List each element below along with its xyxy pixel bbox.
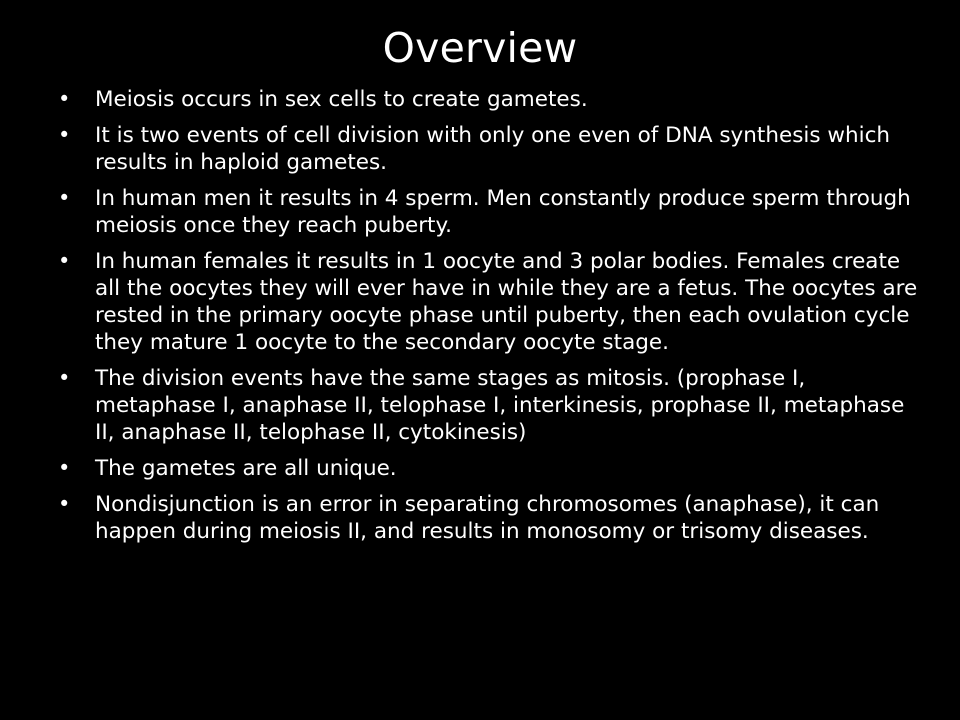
bullet-glyph: • [58,123,71,147]
bullet-text: Meiosis occurs in sex cells to create gametes. [95,87,588,112]
bullet-item [58,455,928,482]
bullet-glyph: • [58,186,71,210]
bullet-glyph: • [58,492,71,516]
bullet-item [58,185,928,239]
bullet-glyph: • [58,456,71,480]
bullet-text: Nondisjunction is an error in separating chromosomes (anaphase), it can happen during meiosis II, and results in monosomy or trisomy diseases. [95,492,880,544]
bullet-text: In human men it results in 4 sperm. Men constantly produce sperm through meiosis once they reach puberty. [95,186,911,238]
bullet-item [58,86,928,113]
bullet-text: The gametes are all unique. [95,456,397,481]
bullet-item [58,365,928,446]
bullet-glyph: • [58,366,71,390]
bullet-glyph: • [58,249,71,273]
bullet-item [58,248,928,356]
bullet-list [58,86,928,554]
bullet-item [58,122,928,176]
bullet-text: In human females it results in 1 oocyte and 3 polar bodies. Females create all the oocytes they will ever have in while they are a fetus. The oocytes are rested in the primary oocyte phase until puberty, then each ovulation cycle they mature 1 oocyte to the secondary oocyte stage. [95,249,918,355]
bullet-text: It is two events of cell division with only one even of DNA synthesis which results in haploid gametes. [95,123,891,175]
bullet-glyph: • [58,87,71,111]
bullet-item [58,491,928,545]
slide-title: Overview [382,24,578,72]
bullet-text: The division events have the same stages as mitosis. (prophase I, metaphase I, anaphase II, telophase I, interkinesis, prophase II, metaphase II, anaphase II, telophase II, cytokinesis) [95,366,905,445]
